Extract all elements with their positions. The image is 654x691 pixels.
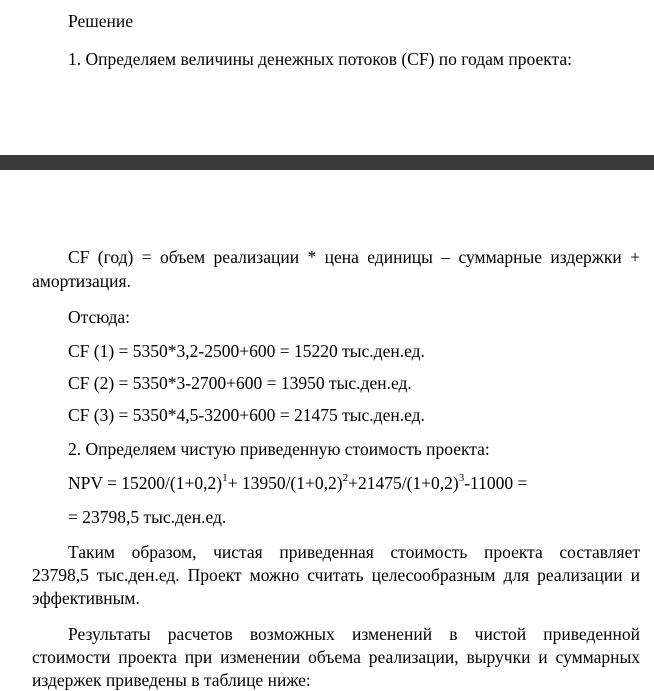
cf-year-1: CF (1) = 5350*3,2-2500+600 = 15220 тыс.ден.ед. xyxy=(68,341,425,361)
npv-term-2: + 13950/(1+0,2) xyxy=(227,473,343,493)
solution-heading: Решение xyxy=(68,11,134,31)
npv-formula xyxy=(68,472,527,494)
npv-result: = 23798,5 тыс.ден.ед. xyxy=(68,507,227,527)
cf-formula-line-2: амортизация. xyxy=(32,271,131,291)
conclusion-line-1: Таким образом, чистая приведенная стоимость проекта составляет xyxy=(68,542,640,562)
results-line-2: стоимости проекта при изменении объема реализации, выручки и суммарных xyxy=(32,647,640,667)
cf-formula-line-1: CF (год) = объем реализации * цена единицы – суммарные издержки + xyxy=(68,247,640,267)
npv-exp-3: 3 xyxy=(458,472,465,485)
npv-term-3: +21475/(1+0,2) xyxy=(348,473,459,493)
npv-exp-1: 1 xyxy=(222,472,228,485)
npv-term-1: NPV = 15200/(1+0,2) xyxy=(68,473,223,493)
step-1-text: 1. Определяем величины денежных потоков (CF) по годам проекта: xyxy=(68,49,572,69)
page-divider-bar xyxy=(0,155,654,170)
step-2-text: 2. Определяем чистую приведенную стоимость проекта: xyxy=(68,439,490,459)
conclusion-line-3: эффективным. xyxy=(32,588,140,608)
conclusion-line-2: 23798,5 тыс.ден.ед. Проект можно считать целесообразным для реализации и xyxy=(32,565,640,585)
results-line-3: издержек приведены в таблице ниже: xyxy=(32,670,311,690)
hence-text: Отсюда: xyxy=(68,307,130,327)
npv-exp-2: 2 xyxy=(342,472,349,485)
npv-term-4: -11000 = xyxy=(464,473,528,493)
results-line-1: Результаты расчетов возможных изменений в чистой приведенной xyxy=(68,624,640,644)
cf-year-2: CF (2) = 5350*3-2700+600 = 13950 тыс.ден.ед. xyxy=(68,373,412,393)
cf-year-3: CF (3) = 5350*4,5-3200+600 = 21475 тыс.ден.ед. xyxy=(68,405,425,425)
